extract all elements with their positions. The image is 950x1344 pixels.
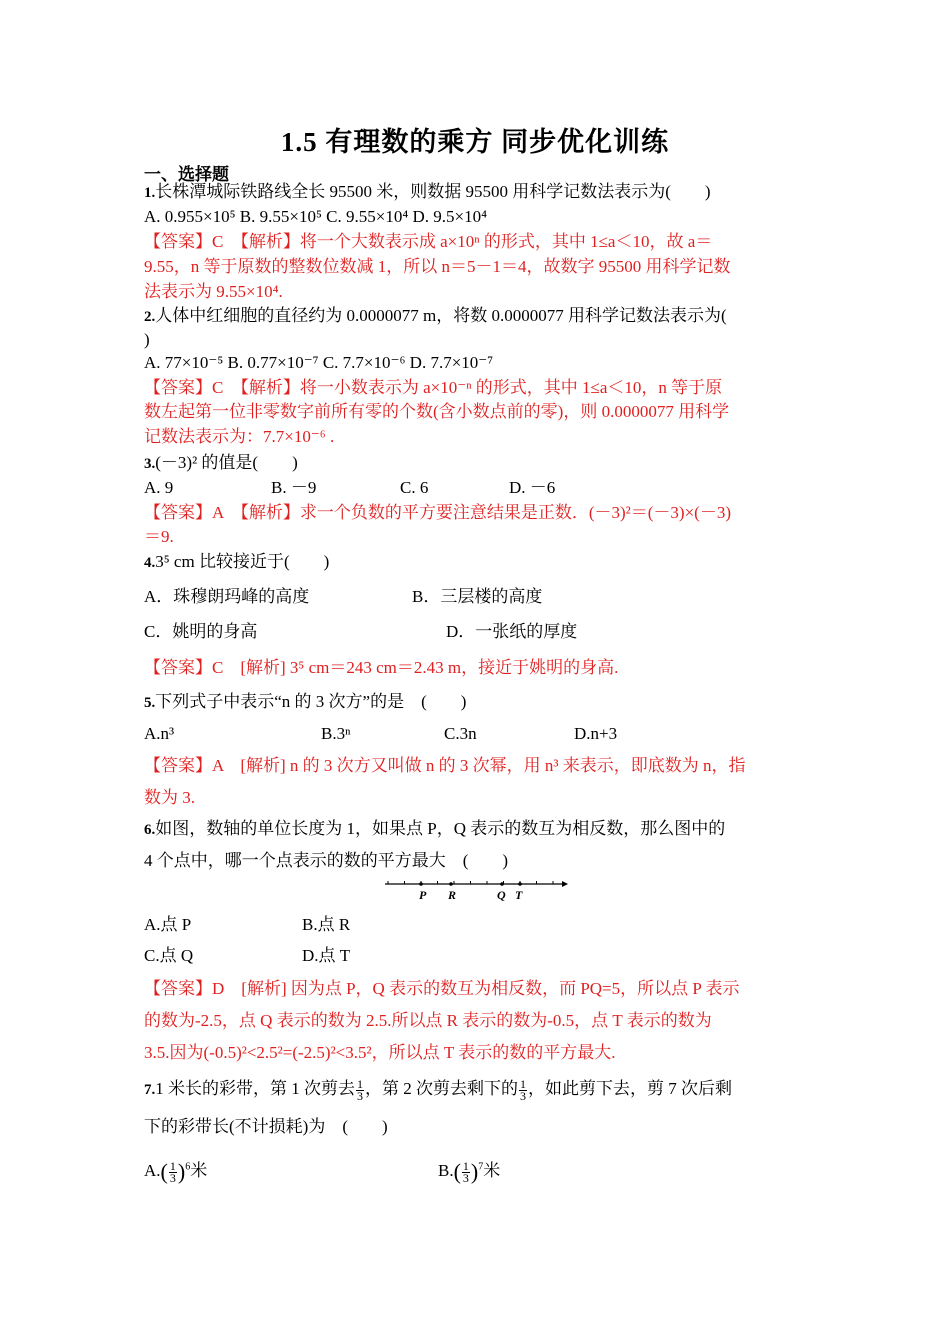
question-6-cont: 4 个点中，哪一个点表示的数的平方最大 ( ) bbox=[144, 851, 509, 870]
answer-1-line-1: 【答案】C 【解析】将一个大数表示成 a×10ⁿ 的形式，其中 1≤a＜10，故 a＝ bbox=[144, 232, 713, 251]
answer-1-line-3: 法表示为 9.55×10⁴. bbox=[144, 282, 283, 301]
question-number: 1. bbox=[144, 185, 156, 201]
option-b: B. －9 bbox=[271, 478, 317, 497]
answer-6-line-2: 的数为-2.5，点 Q 表示的数为 2.5.所以点 R 表示的数为-0.5，点 T 表示的数为 bbox=[144, 1011, 712, 1030]
option-b: B.3ⁿ bbox=[321, 724, 351, 743]
question-1 bbox=[144, 181, 808, 204]
question-number: 4. bbox=[144, 555, 156, 571]
question-text: (－3)² 的值是( ) bbox=[155, 453, 298, 472]
question-text: 如图，数轴的单位长度为 1，如果点 P，Q 表示的数互为相反数，那么图中的 bbox=[155, 819, 726, 838]
point-label-t: T bbox=[515, 888, 523, 902]
exponent: 7 bbox=[478, 1161, 484, 1173]
fraction-numerator: 1 bbox=[520, 1076, 526, 1091]
page-title: 1.5 有理数的乘方 同步优化训练 bbox=[280, 127, 670, 157]
exponent: 6 bbox=[185, 1161, 191, 1173]
left-paren: ( bbox=[453, 1159, 461, 1185]
point-label-p: P bbox=[419, 888, 427, 902]
fraction-denominator: 3 bbox=[462, 1170, 469, 1185]
option-b: B．三层楼的高度 bbox=[412, 587, 543, 606]
fraction-numerator: 1 bbox=[462, 1158, 469, 1173]
answer-3-line-1: 【答案】A 【解析】求一个负数的平方要注意结果是正数．(－3)²＝(－3)×(－3) bbox=[144, 503, 731, 522]
right-paren: ) bbox=[177, 1159, 186, 1185]
fraction-denominator: 3 bbox=[169, 1170, 176, 1185]
option-a: A. 9 bbox=[144, 478, 174, 497]
option-d: D．一张纸的厚度 bbox=[446, 622, 578, 641]
point-label-r: R bbox=[448, 888, 457, 902]
question-number: 2. bbox=[144, 309, 156, 325]
question-number: 6. bbox=[144, 822, 156, 838]
question-2-options: A. 77×10⁻⁵ B. 0.77×10⁻⁷ C. 7.7×10⁻⁶ D. 7.7×10⁻⁷ bbox=[144, 353, 494, 372]
fraction-denominator: 3 bbox=[520, 1088, 526, 1103]
number-line-arrow bbox=[562, 881, 568, 887]
option-c: C.点 Q bbox=[144, 946, 194, 965]
answer-5-line-2: 数为 3. bbox=[144, 788, 195, 807]
question-text: 下列式子中表示“n 的 3 次方”的是 ( ) bbox=[155, 692, 467, 711]
option-b-prefix: B. bbox=[438, 1161, 454, 1180]
answer-4-line-1: 【答案】C [解析] 3⁵ cm＝243 cm＝2.43 m，接近于姚明的身高. bbox=[144, 658, 619, 677]
question-1-options: A. 0.955×10⁵ B. 9.55×10⁵ C. 9.55×10⁴ D. 9.5×10⁴ bbox=[144, 207, 488, 226]
number-line-point bbox=[518, 882, 522, 886]
question-text: 3⁵ cm 比较接近于( ) bbox=[155, 552, 330, 571]
fraction-numerator: 1 bbox=[169, 1158, 176, 1173]
question-3 bbox=[144, 452, 808, 475]
question-text: 长株潭城际铁路线全长 95500 米，则数据 95500 用科学记数法表示为( ) bbox=[155, 182, 711, 201]
unit: 米 bbox=[483, 1161, 501, 1180]
option-a-prefix: A. bbox=[144, 1161, 161, 1180]
right-paren: ) bbox=[470, 1159, 479, 1185]
left-paren: ( bbox=[160, 1159, 168, 1185]
answer-2-line-2: 数左起第一位非零数字前所有零的个数(含小数点前的零)，则 0.0000077 用科学 bbox=[144, 402, 730, 421]
question-2-cont: ) bbox=[144, 330, 150, 349]
fraction-one-third bbox=[169, 1158, 177, 1185]
answer-3-line-2: ＝9. bbox=[144, 527, 174, 546]
answer-6-line-3: 3.5.因为(-0.5)²<2.5²=(-2.5)²<3.5²，所以点 T 表示的数的平方最大. bbox=[144, 1043, 616, 1062]
answer-6-line-1: 【答案】D [解析] 因为点 P，Q 表示的数互为相反数，而 PQ=5，所以点 P 表示 bbox=[144, 979, 740, 998]
question-text-a: 1 米长的彩带，第 1 次剪去 bbox=[155, 1079, 355, 1098]
question-text-c: ，如此剪下去，剪 7 次后剩 bbox=[528, 1079, 732, 1098]
section-heading: 一、选择题 bbox=[144, 165, 229, 184]
fraction-numerator: 1 bbox=[357, 1076, 363, 1091]
fraction-denominator: 3 bbox=[357, 1088, 363, 1103]
option-d: D.点 T bbox=[302, 946, 351, 965]
fraction-one-third bbox=[462, 1158, 470, 1185]
option-a bbox=[144, 1160, 207, 1184]
unit: 米 bbox=[190, 1161, 208, 1180]
number-line-figure bbox=[380, 876, 570, 902]
option-b bbox=[438, 1160, 500, 1184]
fraction-one-third bbox=[356, 1076, 364, 1103]
answer-2-line-1: 【答案】C 【解析】将一小数表示为 a×10⁻ⁿ 的形式，其中 1≤a＜10，n 等于原 bbox=[144, 378, 723, 397]
answer-5-line-1: 【答案】A [解析] n 的 3 次方又叫做 n 的 3 次幂，用 n³ 来表示，即底数为 n，指 bbox=[144, 756, 746, 775]
point-label-q: Q bbox=[497, 888, 506, 902]
option-a: A．珠穆朗玛峰的高度 bbox=[144, 587, 310, 606]
question-4 bbox=[144, 551, 808, 574]
question-7-cont: 下的彩带长(不计损耗)为 ( ) bbox=[144, 1117, 388, 1136]
option-a: A.点 P bbox=[144, 915, 192, 934]
answer-1-line-2: 9.55，n 等于原数的整数位数减 1，所以 n＝5－1＝4，故数字 95500 用科学记数 bbox=[144, 257, 731, 276]
option-d: D.n+3 bbox=[574, 724, 618, 743]
question-2 bbox=[144, 305, 808, 328]
question-5 bbox=[144, 691, 808, 714]
question-number: 3. bbox=[144, 456, 156, 472]
number-line-point bbox=[449, 882, 453, 886]
question-7 bbox=[144, 1078, 808, 1106]
number-line-point bbox=[419, 882, 423, 886]
question-number: 5. bbox=[144, 695, 156, 711]
question-6 bbox=[144, 818, 808, 841]
option-c: C．姚明的身高 bbox=[144, 622, 258, 641]
answer-2-line-3: 记数法表示为：7.7×10⁻⁶ . bbox=[144, 427, 335, 446]
question-7-options bbox=[144, 1156, 808, 1188]
option-d: D. －6 bbox=[509, 478, 556, 497]
option-a: A.n³ bbox=[144, 724, 175, 743]
question-text: 人体中红细胞的直径约为 0.0000077 m，将数 0.0000077 用科学记数法表示为( bbox=[155, 306, 727, 325]
fraction-one-third bbox=[519, 1076, 527, 1103]
question-number: 7. bbox=[144, 1082, 156, 1098]
option-c: C. 6 bbox=[400, 478, 429, 497]
number-line-point bbox=[500, 882, 504, 886]
option-b: B.点 R bbox=[302, 915, 351, 934]
option-c: C.3n bbox=[444, 724, 477, 743]
question-text-b: ，第 2 次剪去剩下的 bbox=[365, 1079, 518, 1098]
